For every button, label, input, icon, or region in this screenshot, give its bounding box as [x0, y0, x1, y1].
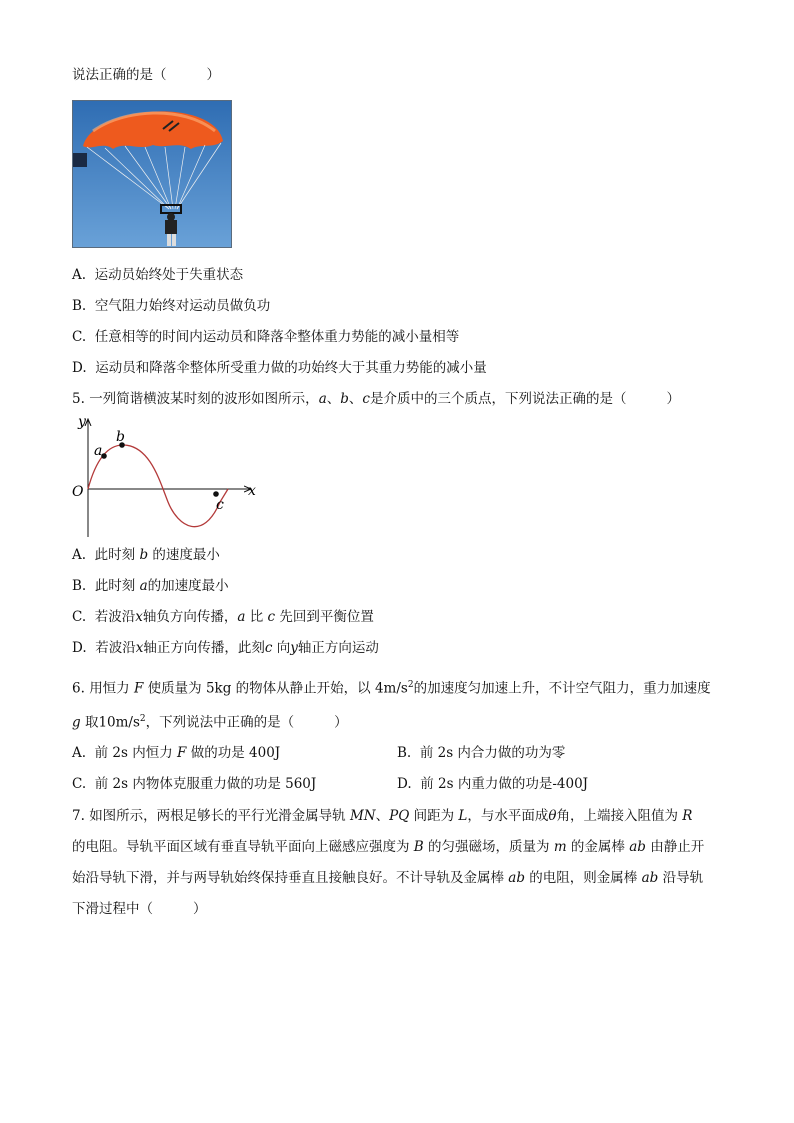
q5-option-a: A. 此时刻 b 的速度最小 [72, 547, 220, 563]
q4-option-a: A. 运动员始终处于失重状态 [72, 267, 244, 283]
label-a: a [94, 443, 103, 459]
label-c: c [216, 497, 224, 513]
point-c [213, 491, 219, 497]
q7-stem-line3: 始沿导轨下滑，并与两导轨始终保持垂直且接触良好。不计导轨及金属棒 ab 的电阻，则金属棒 ab 沿导轨 [72, 870, 704, 886]
label-b: b [116, 429, 125, 445]
q6-stem-line1: 6. 用恒力 F 使质量为 5kg 的物体从静止开始，以 $4m/s^2$的加速度匀加速上升，不计空气阻力，重力加速度 [72, 680, 711, 697]
parachute-image [73, 101, 232, 248]
q4-option-c: C. 任意相等的时间内运动员和降落伞整体重力势能的减小量相等 [72, 329, 460, 345]
q6-option-a: A. 前 2s 内恒力 F 做的功是 400J [72, 745, 281, 761]
parachute-photo [72, 100, 232, 248]
q7-stem-line2: 的电阻。导轨平面区域有垂直导轨平面向上磁感应强度为 B 的匀强磁场，质量为 m 的金属棒 ab 由静止开 [72, 839, 705, 855]
q6-stem-line2: g 取$10m/s^2$，下列说法中正确的是（ ） [72, 714, 348, 731]
q7-stem-line1: 7. 如图所示，两根足够长的平行光滑金属导轨 MN、PQ 间距为 L，与水平面成θ角，上端接入阻值为 R [72, 808, 693, 824]
wave-figure [68, 412, 268, 542]
q4-option-d: D. 运动员和降落伞整体所受重力做的功始终大于其重力势能的减小量 [72, 360, 487, 376]
x-label: x [248, 483, 256, 499]
q6-option-b: B. 前 2s 内合力做的功为零 [397, 745, 566, 761]
origin-label: O [72, 484, 84, 500]
q5-stem: 5. 一列简谐横波某时刻的波形如图所示，a、b、c是介质中的三个质点，下列说法正确的是（ ） [72, 391, 680, 407]
q5-option-c: C. 若波沿x轴负方向传播，a 比 c 先回到平衡位置 [72, 609, 374, 625]
q6-option-c: C. 前 2s 内物体克服重力做的功是 560J [72, 776, 317, 792]
q7-stem-line4: 下滑过程中（ ） [72, 901, 207, 917]
q5-option-b: B. 此时刻 a的加速度最小 [72, 578, 229, 594]
q6-option-d: D. 前 2s 内重力做的功是-400J [397, 776, 589, 792]
wave-curve [88, 445, 228, 527]
q4-option-b: B. 空气阻力始终对运动员做负功 [72, 298, 271, 314]
y-label: y [78, 414, 86, 430]
q5-option-d: D. 若波沿x轴正方向传播，此刻c 向y轴正方向运动 [72, 640, 379, 656]
q4-stem: 说法正确的是（ ） [72, 67, 220, 83]
